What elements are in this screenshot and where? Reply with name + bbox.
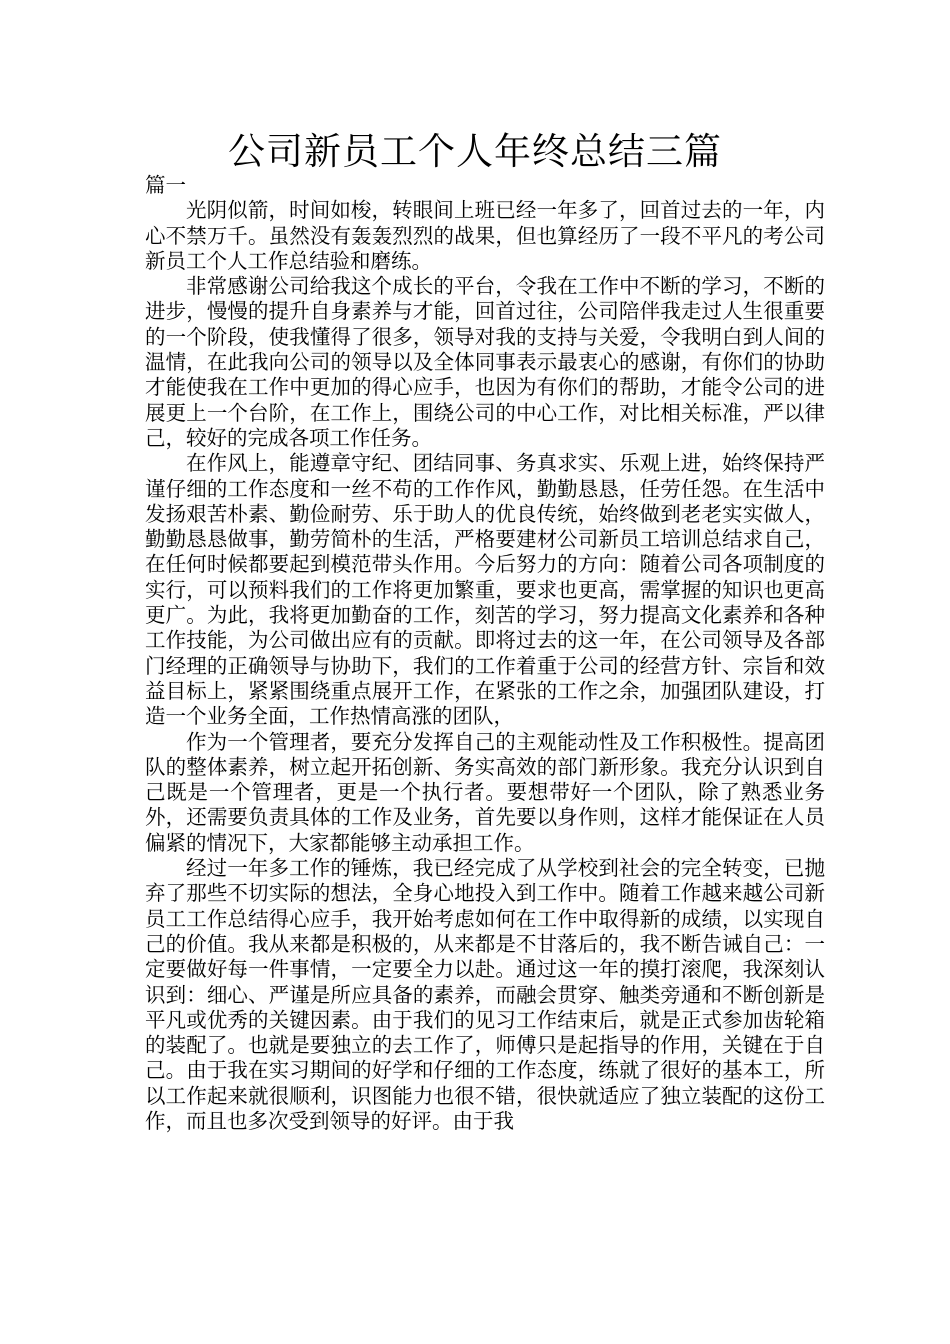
paragraph-1: 光阴似箭，时间如梭，转眼间上班已经一年多了，回首过去的一年，内心不禁万千。虽然没有轰轰烈烈的战果，但也算经历了一段不平凡的考公司新员工个人工作总结验和磨练。 [145,198,825,273]
paragraph-4: 作为一个管理者，要充分发挥自己的主观能动性及工作积极性。提高团队的整体素养，树立起开拓创新、务实高效的部门新形象。我充分认识到自己既是一个管理者，更是一个执行者。要想带好一个团队，除了熟悉业务外，还需要负责具体的工作及业务，首先要以身作则，这样才能保证在人员偏紧的情况下，大家都能够主动承担工作。 [145,729,825,855]
document-title: 公司新员工个人年终总结三篇 [228,130,722,173]
section-label: 篇一 [145,173,186,197]
document-body [145,173,825,1134]
paragraph-3: 在作风上，能遵章守纪、团结同事、务真求实、乐观上进，始终保持严谨仔细的工作态度和一丝不苟的工作作风，勤勤恳恳，任劳任怨。在生活中发扬艰苦朴素、勤俭耐劳、乐于助人的优良传统，始终做到老老实实做人，勤勤恳恳做事，勤劳简朴的生活，严格要建材公司新员工培训总结求自己，在任何时候都要起到模范带头作用。今后努力的方向：随着公司各项制度的实行，可以预料我们的工作将更加繁重，要求也更高，需掌握的知识也更高更广。为此，我将更加勤奋的工作，刻苦的学习，努力提高文化素养和各种工作技能，为公司做出应有的贡献。即将过去的这一年，在公司领导及各部门经理的正确领导与协助下，我们的工作着重于公司的经营方针、宗旨和效益目标上，紧紧围绕重点展开工作，在紧张的工作之余，加强团队建设，打造一个业务全面，工作热情高涨的团队， [145,451,825,729]
paragraph-2: 非常感谢公司给我这个成长的平台，令我在工作中不断的学习，不断的进步，慢慢的提升自身素养与才能，回首过往，公司陪伴我走过人生很重要的一个阶段，使我懂得了很多，领导对我的支持与关爱，令我明白到人间的温情，在此我向公司的领导以及全体同事表示最衷心的感谢，有你们的协助才能使我在工作中更加的得心应手，也因为有你们的帮助，才能令公司的进展更上一个台阶，在工作上，围绕公司的中心工作，对比相关标准，严以律己，较好的完成各项工作任务。 [145,274,825,450]
paragraph-5: 经过一年多工作的锤炼，我已经完成了从学校到社会的完全转变，已抛弃了那些不切实际的想法，全身心地投入到工作中。随着工作越来越公司新员工工作总结得心应手，我开始考虑如何在工作中取得新的成绩，以实现自己的价值。我从来都是积极的，从来都是不甘落后的，我不断告诫自己：一定要做好每一件事情，一定要全力以赴。通过这一年的摸打滚爬，我深刻认识到：细心、严谨是所应具备的素养，而融会贯穿、触类旁通和不断创新是平凡或优秀的关键因素。由于我们的见习工作结束后，就是正式参加齿轮箱的装配了。也就是要独立的去工作了，师傅只是起指导的作用，关键在于自己。由于我在实习期间的好学和仔细的工作态度，练就了很好的基本工，所以工作起来就很顺利，识图能力也很不错，很快就适应了独立装配的这份工作，而且也多次受到领导的好评。由于我 [145,856,825,1133]
